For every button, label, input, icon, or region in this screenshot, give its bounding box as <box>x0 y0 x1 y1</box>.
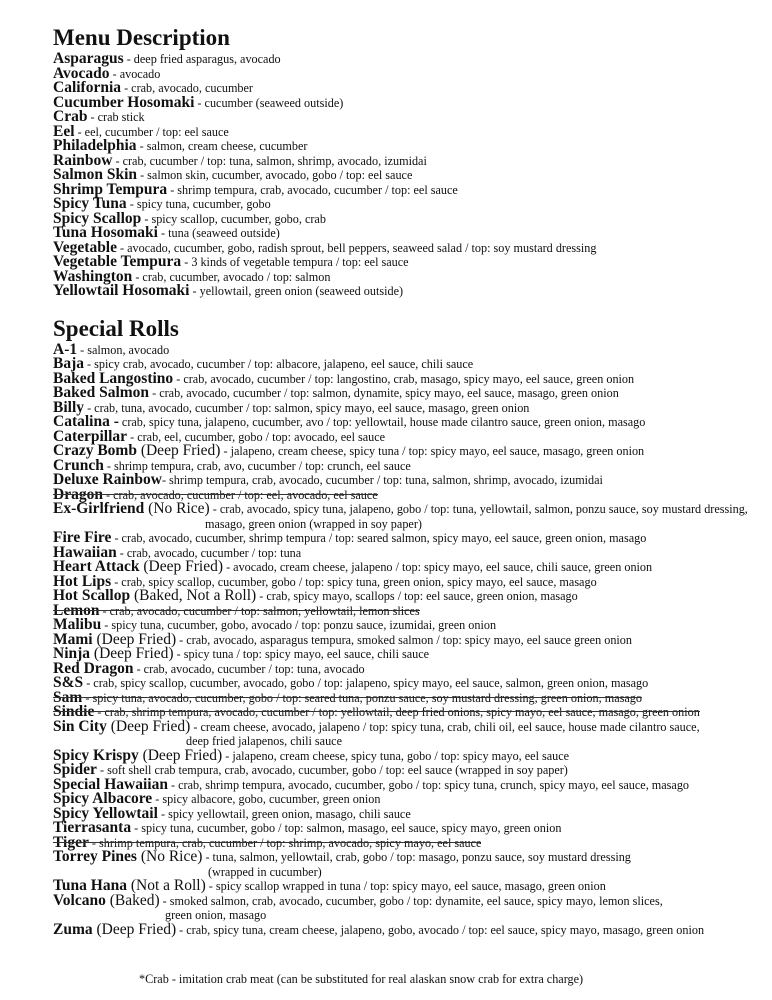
special-roll-item <box>53 601 765 619</box>
item-note: (Deep Fried) <box>139 558 224 575</box>
item-description: - crab, spicy mayo, scallops / top: eel sauce, green onion, masago <box>256 589 578 603</box>
item-name: Torrey Pines <box>53 848 137 865</box>
item-note: (Deep Fried) <box>92 630 177 648</box>
item-name: A-1 <box>53 340 78 358</box>
item-name: Hot Lips <box>53 572 112 590</box>
item-name: Baked Salmon <box>53 384 150 401</box>
item-name: Heart Attack <box>53 558 140 575</box>
item-name: Lemon <box>53 601 100 619</box>
item-note: (Baked, Not a Roll) <box>130 587 257 604</box>
item-description: - smoked salmon, crab, avocado, cucumber, gobo / top: dynamite, eel sauce, spicy mayo, lemon slices, <box>159 893 663 908</box>
item-name: Catalina - <box>53 413 119 430</box>
item-note: (No Rice) <box>144 500 210 517</box>
item-name: Spicy Scallop <box>53 209 142 227</box>
item-name: Crazy Bomb <box>53 442 137 459</box>
special-roll-list <box>53 340 765 938</box>
special-roll-item <box>53 920 765 938</box>
special-rolls-heading: Special Rolls <box>53 315 179 341</box>
item-description: - crab, shrimp tempura, avocado, cucumber, gobo / top: spicy tuna, crunch, spicy mayo, eel sauce, masago <box>167 777 690 792</box>
item-name: Ex-Girlfriend <box>53 500 145 517</box>
item-note: (Deep Fried) <box>106 717 191 735</box>
item-name: Salmon Skin <box>53 166 138 183</box>
item-description: - crab, avocado, cucumber / top: salmon, yellowtail, lemon slices <box>99 603 420 618</box>
item-note: (Baked) <box>105 891 160 909</box>
item-name: Caterpillar <box>53 427 128 445</box>
item-note: (No Rice) <box>136 848 203 865</box>
item-description: - crab, avocado, cucumber / top: tuna, avocado <box>133 661 365 676</box>
special-roll-item <box>53 705 765 720</box>
crab-footnote: *Crab - imitation crab meat (can be substituted for real alaskan snow crab for extra charge) <box>139 972 584 986</box>
item-description: - crab, avocado, cucumber / top: salmon, dynamite, spicy mayo, eel sauce, masago, green onion <box>149 386 619 400</box>
item-name: Tierrasanta <box>53 819 132 836</box>
item-name: Malibu <box>53 616 102 633</box>
item-description: - spicy tuna, cucumber, gobo / top: salmon, masago, eel sauce, spicy mayo, green onion <box>131 821 562 835</box>
item-description: - crab, cucumber / top: tuna, salmon, shrimp, avocado, izumidai <box>112 153 427 168</box>
item-name: Eel <box>53 122 75 140</box>
item-description-continued: (wrapped in cucumber) <box>208 864 322 879</box>
item-description: crab, spicy tuna, jalapeno, cucumber, avo / top: yellowtail, house made cilantro sauce, green onion, masago <box>118 415 646 429</box>
item-description: - jalapeno, cream cheese, spicy tuna, gobo / top: spicy mayo, eel sauce <box>222 748 570 763</box>
item-description: - crab, spicy tuna, cream cheese, jalapeno, gobo, avocado / top: eel sauce, spicy mayo, masago, green onion <box>176 922 705 937</box>
menu-page <box>53 24 765 937</box>
item-name: Avocado <box>53 64 110 82</box>
item-name: Tiger <box>53 833 89 851</box>
item-description: - crab stick <box>87 110 145 124</box>
item-description: - tuna (seaweed outside) <box>157 226 280 240</box>
item-description: - crab, avocado, cucumber <box>121 81 253 95</box>
item-name: Tuna Hana <box>53 877 127 894</box>
menu-item-list <box>53 52 765 299</box>
item-note: (Deep Fried) <box>90 645 174 662</box>
item-note: (Deep Fried) <box>138 746 223 764</box>
item-description: - crab, avocado, cucumber / top: tuna <box>116 545 302 560</box>
item-name: Asparagus <box>53 50 124 67</box>
menu-item <box>53 93 765 111</box>
item-description: - spicy tuna, cucumber, gobo <box>126 197 271 211</box>
item-name: Special Hawaiian <box>53 775 168 793</box>
item-description: - jalapeno, cream cheese, spicy tuna / top: spicy mayo, eel sauce, masago, green onion <box>220 444 645 458</box>
item-name: Crab <box>53 108 88 125</box>
item-description: - spicy crab, avocado, cucumber / top: albacore, jalapeno, eel sauce, chili sauce <box>84 357 474 371</box>
item-name: Vegetable <box>53 238 117 256</box>
item-note: (Deep Fried) <box>92 920 177 938</box>
item-description: - crab, avocado, cucumber, shrimp tempura / top: seared salmon, spicy mayo, eel sauce, green onion, masago <box>111 531 647 545</box>
item-name: Dragon <box>53 485 103 503</box>
item-description: - spicy scallop, cucumber, gobo, crab <box>141 211 326 226</box>
item-description: - soft shell crab tempura, crab, avocado, cucumber, gobo / top: eel sauce (wrapped in soy paper) <box>96 763 568 777</box>
item-note: (Deep Fried) <box>136 442 221 459</box>
item-description: - shrimp tempura, crab, cucumber / top: shrimp, avocado, spicy mayo, eel sauce <box>88 835 482 850</box>
item-description: - salmon, avocado <box>77 342 170 357</box>
item-name: Deluxe Rainbow <box>53 471 162 488</box>
special-roll-item <box>53 833 765 851</box>
special-roll-item <box>53 850 765 865</box>
item-description: - crab, cucumber, avocado / top: salmon <box>132 269 331 284</box>
item-name: Vegetable Tempura <box>53 253 182 270</box>
item-description: - cream cheese, avocado, jalapeno / top: spicy tuna, crab, chili oil, eel sauce, house made cilantro sauce, <box>190 719 700 734</box>
item-description: - spicy albacore, gobo, cucumber, green onion <box>152 792 381 806</box>
item-name: Baked Langostino <box>53 369 174 387</box>
item-name: Yellowtail Hosomaki <box>53 282 190 299</box>
item-name: Tuna Hosomaki <box>53 224 158 241</box>
item-description: - spicy tuna / top: spicy mayo, eel sauce, chili sauce <box>173 647 430 661</box>
item-name: Cucumber Hosomaki <box>53 93 195 111</box>
item-description: - cucumber (seaweed outside) <box>194 95 344 110</box>
item-description: - crab, avocado, cucumber / top: eel, avocado, eel sauce <box>102 487 378 502</box>
item-name: Sindie <box>53 703 95 720</box>
item-name: Rainbow <box>53 151 113 169</box>
item-description: - 3 kinds of vegetable tempura / top: eel sauce <box>181 255 409 269</box>
item-name: Spider <box>53 761 97 778</box>
item-description: - avocado, cucumber, gobo, radish sprout, bell peppers, seaweed salad / top: soy mustard dressing <box>117 240 597 255</box>
item-description: - spicy tuna, avocado, cucumber, gobo / top: seared tuna, ponzu sauce, soy mustard dressing, green onion, masago <box>82 690 642 705</box>
item-description: - eel, cucumber / top: eel sauce <box>74 124 229 139</box>
item-name: Spicy Yellowtail <box>53 804 158 822</box>
item-description: - salmon skin, cucumber, avocado, gobo / top: eel sauce <box>137 168 413 182</box>
item-name: Volcano <box>53 891 106 909</box>
item-description: - crab, avocado, spicy tuna, jalapeno, gobo / top: tuna, yellowtail, salmon, ponzu sauce, soy mustard dressing, <box>209 502 748 516</box>
item-name: Baja <box>53 355 84 372</box>
item-description: - spicy tuna, cucumber, gobo, avocado / top: ponzu sauce, izumidai, green onion <box>101 618 497 632</box>
item-description-continued: green onion, masago <box>165 908 267 922</box>
menu-item <box>53 284 765 299</box>
special-roll-item <box>53 717 765 735</box>
item-name: Philadelphia <box>53 137 137 154</box>
item-name: Shrimp Tempura <box>53 180 168 198</box>
item-name: S&S <box>53 674 84 691</box>
item-description-continued: masago, green onion (wrapped in soy paper) <box>205 516 422 531</box>
item-description-continued: deep fried jalapenos, chili sauce <box>186 734 342 748</box>
item-description: - shrimp tempura, crab, avocado, cucumber / top: tuna, salmon, shrimp, avocado, izumidai <box>161 473 603 487</box>
item-name: Washington <box>53 267 133 285</box>
item-description: - shrimp tempura, crab, avo, cucumber / top: crunch, eel sauce <box>103 458 411 473</box>
item-description: - crab, eel, cucumber, gobo / top: avocado, eel sauce <box>127 429 386 444</box>
item-description: - yellowtail, green onion (seaweed outside) <box>189 284 404 298</box>
item-name: Spicy Krispy <box>53 746 139 764</box>
menu-description-heading: Menu Description <box>53 25 230 50</box>
item-description: - avocado, cream cheese, jalapeno / top: spicy mayo, eel sauce, chili sauce, green onion <box>223 560 653 574</box>
item-note: (Not a Roll) <box>126 877 206 894</box>
item-name: Spicy Albacore <box>53 790 153 807</box>
item-name: Zuma <box>53 920 93 938</box>
item-name: Sam <box>53 688 83 706</box>
item-name: Spicy Tuna <box>53 195 127 212</box>
item-description: - salmon, cream cheese, cucumber <box>136 139 308 153</box>
item-name: Crunch <box>53 456 104 474</box>
item-description: - spicy yellowtail, green onion, masago, chili sauce <box>157 806 411 821</box>
item-description: - spicy scallop wrapped in tuna / top: spicy mayo, eel sauce, masago, green onion <box>205 879 606 893</box>
special-roll-item <box>53 502 765 517</box>
special-roll-item <box>53 891 765 909</box>
item-name: Sin City <box>53 717 107 735</box>
item-description: - crab, shrimp tempura, avocado, cucumber / top: yellowtail, deep fried onions, spicy mayo, eel sauce, masago, green onion <box>94 705 700 719</box>
item-name: Hot Scallop <box>53 587 131 604</box>
item-description: - crab, spicy scallop, cucumber, avocado, gobo / top: jalapeno, spicy mayo, eel sauce, salmon, green onion, masago <box>83 676 649 690</box>
item-description: - crab, tuna, avocado, cucumber / top: salmon, spicy mayo, eel sauce, masago, green onion <box>84 400 530 415</box>
item-name: Red Dragon <box>53 659 134 677</box>
item-description: - deep fried asparagus, avocado <box>123 52 281 66</box>
item-name: Fire Fire <box>53 529 112 546</box>
item-description: - crab, avocado, asparagus tempura, smoked salmon / top: spicy mayo, eel sauce green onion <box>176 632 632 647</box>
item-name: Ninja <box>53 645 91 662</box>
item-name: Mami <box>53 630 93 648</box>
item-description: - crab, avocado, cucumber / top: langostino, crab, masago, spicy mayo, eel sauce, green onion <box>173 371 635 386</box>
item-description: - avocado <box>109 66 161 81</box>
item-name: Hawaiian <box>53 543 117 561</box>
item-name: Billy <box>53 398 85 416</box>
item-description: - crab, spicy scallop, cucumber, gobo / top: spicy tuna, green onion, spicy mayo, eel sauce, masago <box>111 574 597 589</box>
item-description: - shrimp tempura, crab, avocado, cucumber / top: eel sauce <box>167 182 458 197</box>
item-name: California <box>53 79 122 96</box>
item-description: - tuna, salmon, yellowtail, crab, gobo / top: masago, ponzu sauce, soy mustard dressing <box>202 850 631 864</box>
